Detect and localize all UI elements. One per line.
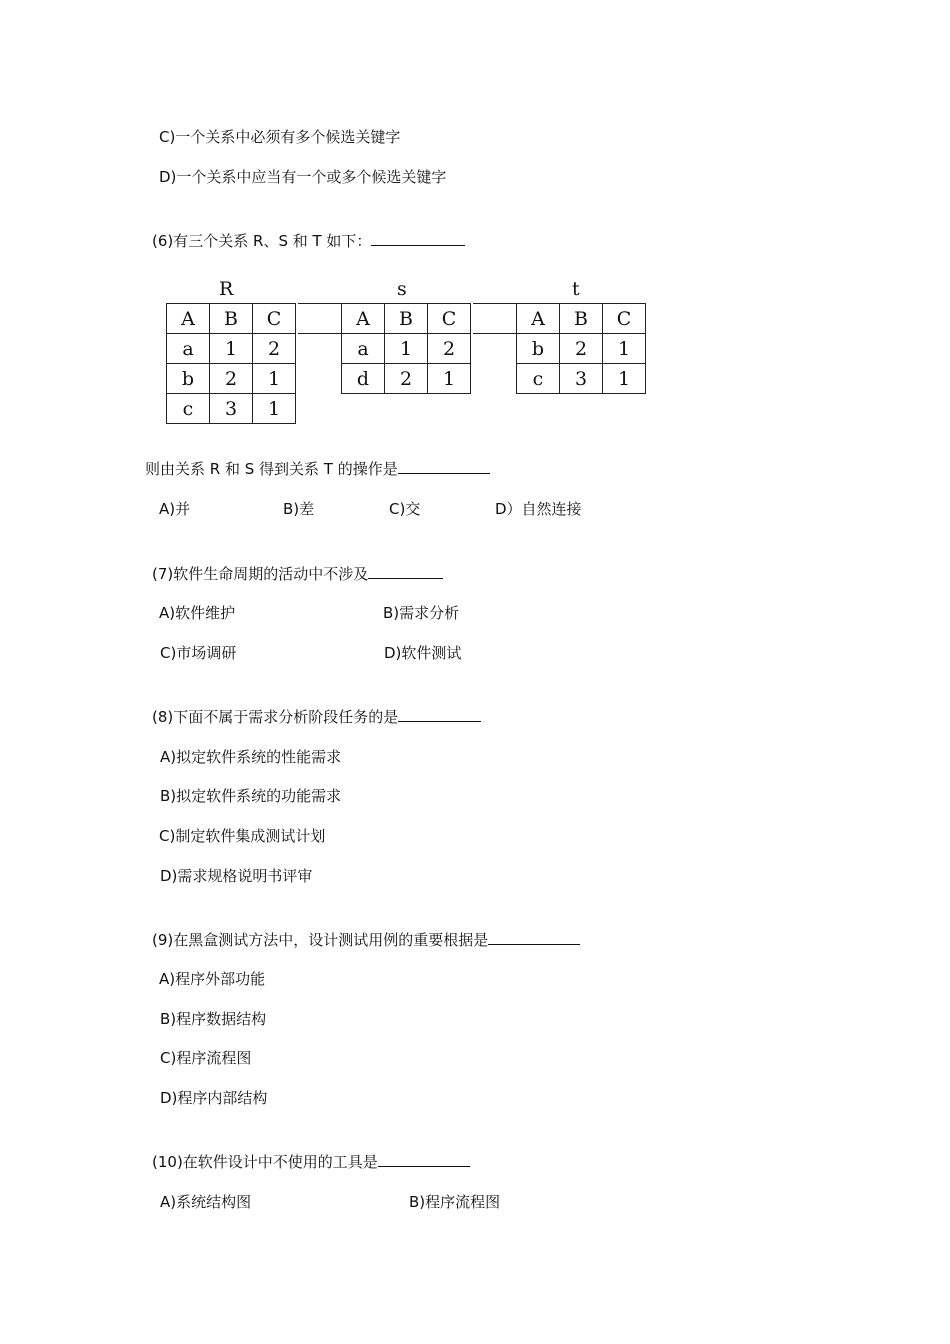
q6-question-text: 则由关系 R 和 S 得到关系 T 的操作是 [145, 460, 398, 478]
table-cell: B [210, 304, 253, 334]
table-cell: C [428, 304, 471, 334]
table-cell: 1 [428, 364, 471, 394]
table-cell: 2 [253, 334, 296, 364]
table-cell: d [342, 364, 385, 394]
table-cell: c [517, 364, 560, 394]
table-row [517, 304, 646, 334]
table-row [342, 364, 471, 394]
table-cell: 3 [560, 364, 603, 394]
table-row [167, 394, 296, 424]
q6-option-b: B)差 [283, 500, 315, 518]
q9-stem-text: (9)在黑盒测试方法中，设计测试用例的重要根据是 [152, 931, 489, 949]
q5-option-d: D)一个关系中应当有一个或多个候选关键字 [159, 168, 447, 186]
table-cell: 1 [253, 364, 296, 394]
table-cell: B [385, 304, 428, 334]
q6-option-d: D）自然连接 [495, 500, 582, 518]
relation-s-table [341, 303, 471, 394]
table-row [167, 364, 296, 394]
q10-stem [152, 1152, 470, 1172]
answer-blank [368, 564, 443, 579]
relation-t-table [516, 303, 646, 394]
q7-option-c: C)市场调研 [160, 644, 237, 662]
relation-r-table [166, 303, 296, 424]
q10-option-a: A)系统结构图 [160, 1193, 252, 1211]
q10-stem-text: (10)在软件设计中不使用的工具是 [152, 1153, 378, 1171]
relation-s-label: s [397, 278, 407, 300]
q9-option-c: C)程序流程图 [160, 1049, 252, 1067]
q7-option-b: B)需求分析 [383, 604, 460, 622]
table-row [517, 334, 646, 364]
table-cell: B [560, 304, 603, 334]
table-cell: c [167, 394, 210, 424]
answer-blank [488, 930, 580, 945]
answer-blank [378, 1152, 470, 1167]
q6-option-a: A)并 [159, 500, 191, 518]
table-row [342, 304, 471, 334]
q7-option-a: A)软件维护 [159, 604, 236, 622]
q9-option-a: A)程序外部功能 [159, 970, 266, 988]
answer-blank [371, 231, 465, 246]
table-row [167, 304, 296, 334]
table-cell: A [167, 304, 210, 334]
table-cell: 2 [385, 364, 428, 394]
table-cell: b [167, 364, 210, 394]
table-cell: 1 [603, 364, 646, 394]
q8-option-d: D)需求规格说明书评审 [160, 867, 313, 885]
table-row [342, 334, 471, 364]
answer-blank [398, 707, 481, 722]
table-connector [473, 303, 517, 334]
q6-option-c: C)交 [389, 500, 421, 518]
table-cell: b [517, 334, 560, 364]
table-cell: 3 [210, 394, 253, 424]
q8-option-c: C)制定软件集成测试计划 [159, 827, 326, 845]
table-cell: A [342, 304, 385, 334]
q8-stem-text: (8)下面不属于需求分析阶段任务的是 [152, 708, 399, 726]
q6-question [145, 459, 490, 479]
q8-stem [152, 707, 481, 727]
q9-option-b: B)程序数据结构 [160, 1010, 267, 1028]
table-cell: A [517, 304, 560, 334]
table-cell: 1 [210, 334, 253, 364]
q7-stem-text: (7)软件生命周期的活动中不涉及 [152, 565, 369, 583]
table-cell: a [167, 334, 210, 364]
q5-option-c: C)一个关系中必须有多个候选关键字 [159, 128, 401, 146]
table-cell: C [603, 304, 646, 334]
table-row [517, 364, 646, 394]
q6-stem-text: (6)有三个关系 R、S 和 T 如下： [152, 232, 372, 250]
q10-option-b: B)程序流程图 [409, 1193, 501, 1211]
q6-stem [152, 231, 465, 251]
q9-option-d: D)程序内部结构 [160, 1089, 268, 1107]
answer-blank [398, 459, 490, 474]
table-cell: 1 [253, 394, 296, 424]
table-cell: 2 [428, 334, 471, 364]
table-cell: 1 [603, 334, 646, 364]
relation-r-label: R [219, 278, 234, 300]
q7-stem [152, 564, 443, 584]
q7-option-d: D)软件测试 [384, 644, 462, 662]
table-cell: 2 [210, 364, 253, 394]
table-connector [298, 303, 342, 334]
q9-stem [152, 930, 580, 950]
table-row [167, 334, 296, 364]
q8-option-b: B)拟定软件系统的功能需求 [160, 787, 342, 805]
table-cell: 1 [385, 334, 428, 364]
relation-t-label: t [572, 278, 580, 300]
q8-option-a: A)拟定软件系统的性能需求 [160, 748, 342, 766]
table-cell: C [253, 304, 296, 334]
table-cell: a [342, 334, 385, 364]
table-cell: 2 [560, 334, 603, 364]
